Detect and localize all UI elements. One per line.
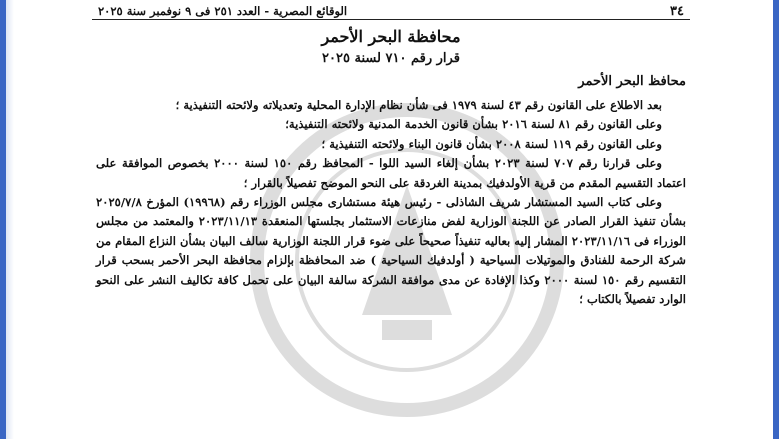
page-edge-right: [773, 0, 779, 439]
decree-body: [96, 96, 686, 309]
paragraph: وعلى القانون رقم ٨١ لسنة ٢٠١٦ بشأن قانون الخدمة المدنية ولائحته التنفيذية؛: [285, 117, 662, 132]
paragraph: بعد الاطلاع على القانون رقم ٤٣ لسنة ١٩٧٩ فى شأن نظام الإدارة المحلية وتعديلاته ولائحته التنفيذية ؛: [175, 98, 662, 112]
paragraph: وعلى القانون رقم ١١٩ لسنة ٢٠٠٨ بشأن قانون البناء ولائحته التنفيذية ؛: [321, 136, 662, 151]
publication-line: الوقائع المصرية - العدد ٢٥١ فى ٩ نوفمبر سنة ٢٠٢٥: [98, 4, 348, 18]
issuer-line: محافظ البحر الأحمر: [578, 74, 686, 89]
decree-number: قرار رقم ٧١٠ لسنة ٢٠٢٥: [322, 51, 460, 66]
paragraph: وعلى كتاب السيد المستشار شريف الشاذلى - رئيس هيئة مستشارى مجلس الوزراء رقم (١٩٩٦٨) المؤرخ ٢٠٢٥/٧/٨ بشأن تنفيذ القرار الصادر عن اللجنة الوزارية لفض منازعات الاستثمار بجلستها المنعقدة ٢٠٢٣/١١/١٣ والمعتمد من مجلس الوزراء فى ٢٠٢٣/١١/١٦ المشار إليه بعاليه تنفيذاً صحيحاً على ضوء قرار اللجنة الوزارية سالف البيان بشأن النزاع المقام من شركة الرحمة للفنادق والموتيلات السياحية ( أولدفيك السياحية ) ضد المحافظة بإلزام محافظة البحر الأحمر بسحب قرار التقسيم رقم ١٥٠ لسنة ٢٠٠٠ وكذا الإفادة عن مدى موافقة الشركة سالفة البيان على تحمل كافة تكاليف النشر على النحو الوارد تفصيلاً بالكتاب ؛: [96, 195, 686, 307]
page-title: محافظة البحر الأحمر: [321, 27, 461, 46]
page-number: ٣٤: [670, 3, 684, 19]
paragraph: وعلى قرارنا رقم ٧٠٧ لسنة ٢٠٢٣ بشأن إلغاء السيد اللوا - المحافظ رقم ١٥٠ لسنة ٢٠٠٠ بخصوص الموافقة على اعتماد التقسيم المقدم من قرية الأولدفيك بمدينة الغردقة على النحو الموضح تفصيلاً بالقرار ؛: [96, 156, 686, 190]
gazette-page: [92, 0, 690, 439]
page-header: [92, 3, 690, 20]
page-edge-left: [0, 0, 14, 439]
